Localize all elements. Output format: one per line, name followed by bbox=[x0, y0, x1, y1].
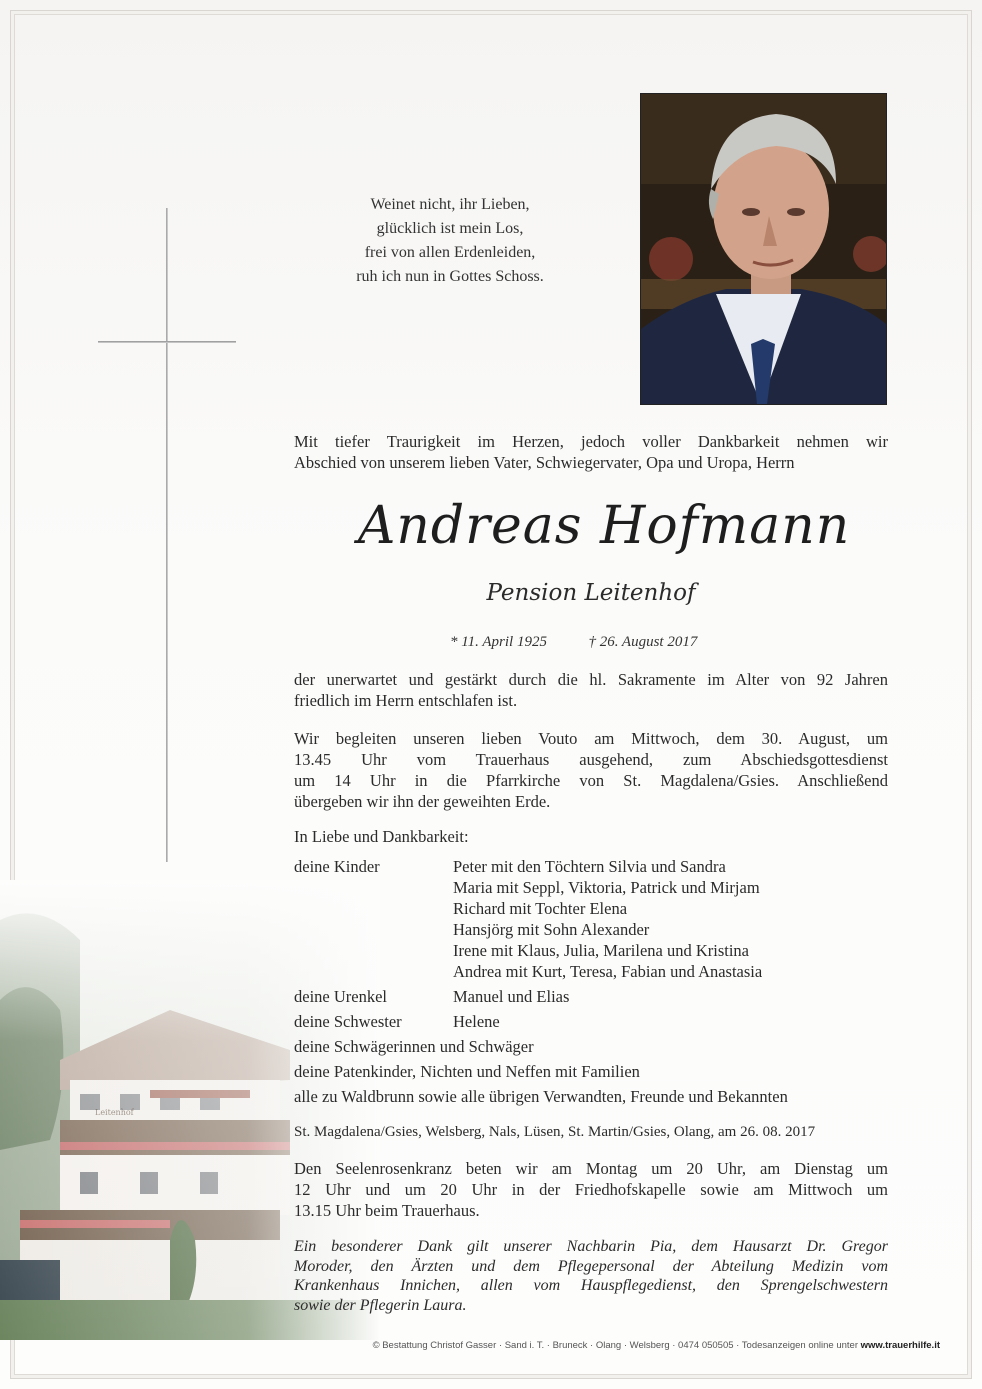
house-sign: Leitenhof bbox=[95, 1108, 134, 1117]
family-list bbox=[294, 826, 894, 1107]
thanks-line: Krankenhaus Innichen, allen vom Hauspflegedienst, den Sprengelschwestern bbox=[294, 1277, 888, 1294]
cross-horizontal-beam bbox=[98, 341, 236, 343]
deceased-name: Andreas Hofmann bbox=[357, 496, 851, 556]
family-line: deine Schwägerinnen und Schwäger bbox=[294, 1037, 534, 1056]
portrait-photo bbox=[640, 93, 887, 405]
intro-line: Abschied von unserem lieben Vater, Schwiegervater, Opa und Uropa, Herrn bbox=[294, 453, 795, 472]
family-intro: In Liebe und Dankbarkeit: bbox=[294, 827, 469, 846]
family-row: deine Urenkel Manuel und Elias bbox=[294, 987, 570, 1006]
family-row: deine Schwester Helene bbox=[294, 1012, 500, 1031]
funeral-paragraph bbox=[294, 728, 888, 812]
family-row: Hansjörg mit Sohn Alexander bbox=[453, 920, 650, 939]
paragraph-line: übergeben wir ihn der geweihten Erde. bbox=[294, 792, 551, 811]
life-dates bbox=[450, 634, 697, 651]
paragraph-line: 13.45 Uhr vom Trauerhaus ausgehend, zum Abschiedsgottesdienst bbox=[294, 750, 888, 769]
paragraph-line: 12 Uhr und um 20 Uhr in der Friedhofskapelle sowie am Mittwoch um bbox=[294, 1180, 888, 1199]
passing-paragraph bbox=[294, 669, 888, 711]
poem-line: frei von allen Erdenleiden, bbox=[364, 244, 536, 261]
birth-date: * 11. April 1925 bbox=[450, 634, 547, 650]
thanks-line: Moroder, den Ärzten und dem Pflegepersonal der Abteilung Medizin vom bbox=[294, 1257, 888, 1275]
poem-line: ruh ich nun in Gottes Schoss. bbox=[356, 268, 544, 285]
family-row: Richard mit Tochter Elena bbox=[453, 899, 628, 918]
intro-line: Mit tiefer Traurigkeit im Herzen, jedoch voller Dankbarkeit nehmen wir bbox=[294, 432, 888, 451]
family-line: alle zu Waldbrunn sowie alle übrigen Verwandten, Freunde und Bekannten bbox=[294, 1087, 788, 1106]
poem-line: Weinet nicht, ihr Lieben, bbox=[370, 196, 530, 213]
portrait-image bbox=[641, 94, 886, 404]
family-row: Andrea mit Kurt, Teresa, Fabian und Anastasia bbox=[453, 962, 763, 981]
paragraph-line: Den Seelenrosenkranz beten wir am Montag um 20 Uhr, am Dienstag um bbox=[294, 1159, 888, 1178]
footer-text: © Bestattung Christof Gasser · Sand i. T. · Bruneck · Olang · Welsberg · 0474 050505 · Todesanzeigen online unter bbox=[372, 1340, 858, 1351]
footer bbox=[0, 1340, 940, 1351]
family-row: Maria mit Seppl, Viktoria, Patrick und Mirjam bbox=[453, 878, 760, 897]
place-and-date: St. Magdalena/Gsies, Welsberg, Nals, Lüsen, St. Martin/Gsies, Olang, am 26. 08. 2017 bbox=[294, 1124, 816, 1140]
paragraph-line: um 14 Uhr in die Pfarrkirche von St. Magdalena/Gsies. Anschließend bbox=[294, 771, 888, 790]
paragraph-line: der unerwartet und gestärkt durch die hl. Sakramente im Alter von 92 Jahren bbox=[294, 670, 888, 689]
thanks-line: sowie der Pflegerin Laura. bbox=[294, 1296, 467, 1314]
family-row: deine Kinder Peter mit den Töchtern Silvia und Sandra bbox=[294, 857, 726, 876]
pension-name: Pension Leitenhof bbox=[486, 580, 696, 606]
poem bbox=[300, 193, 600, 289]
death-date: † 26. August 2017 bbox=[588, 634, 698, 650]
footer-link[interactable]: www.trauerhilfe.it bbox=[860, 1340, 940, 1351]
intro-text bbox=[294, 431, 888, 473]
paragraph-line: Wir begleiten unseren lieben Vouto am Mittwoch, dem 30. August, um bbox=[294, 729, 888, 748]
cross-vertical-beam bbox=[166, 208, 168, 862]
paragraph-line: friedlich im Herrn entschlafen ist. bbox=[294, 691, 518, 710]
family-line: deine Patenkinder, Nichten und Neffen mit Familien bbox=[294, 1062, 640, 1081]
poem-line: glücklich ist mein Los, bbox=[376, 220, 524, 237]
family-row: Irene mit Klaus, Julia, Marilena und Kristina bbox=[453, 941, 750, 960]
thanks-paragraph bbox=[294, 1237, 888, 1315]
paragraph-line: 13.15 Uhr beim Trauerhaus. bbox=[294, 1201, 480, 1220]
thanks-line: Ein besonderer Dank gilt unserer Nachbarin Pia, dem Hausarzt Dr. Gregor bbox=[294, 1238, 888, 1255]
rosary-paragraph bbox=[294, 1158, 888, 1221]
